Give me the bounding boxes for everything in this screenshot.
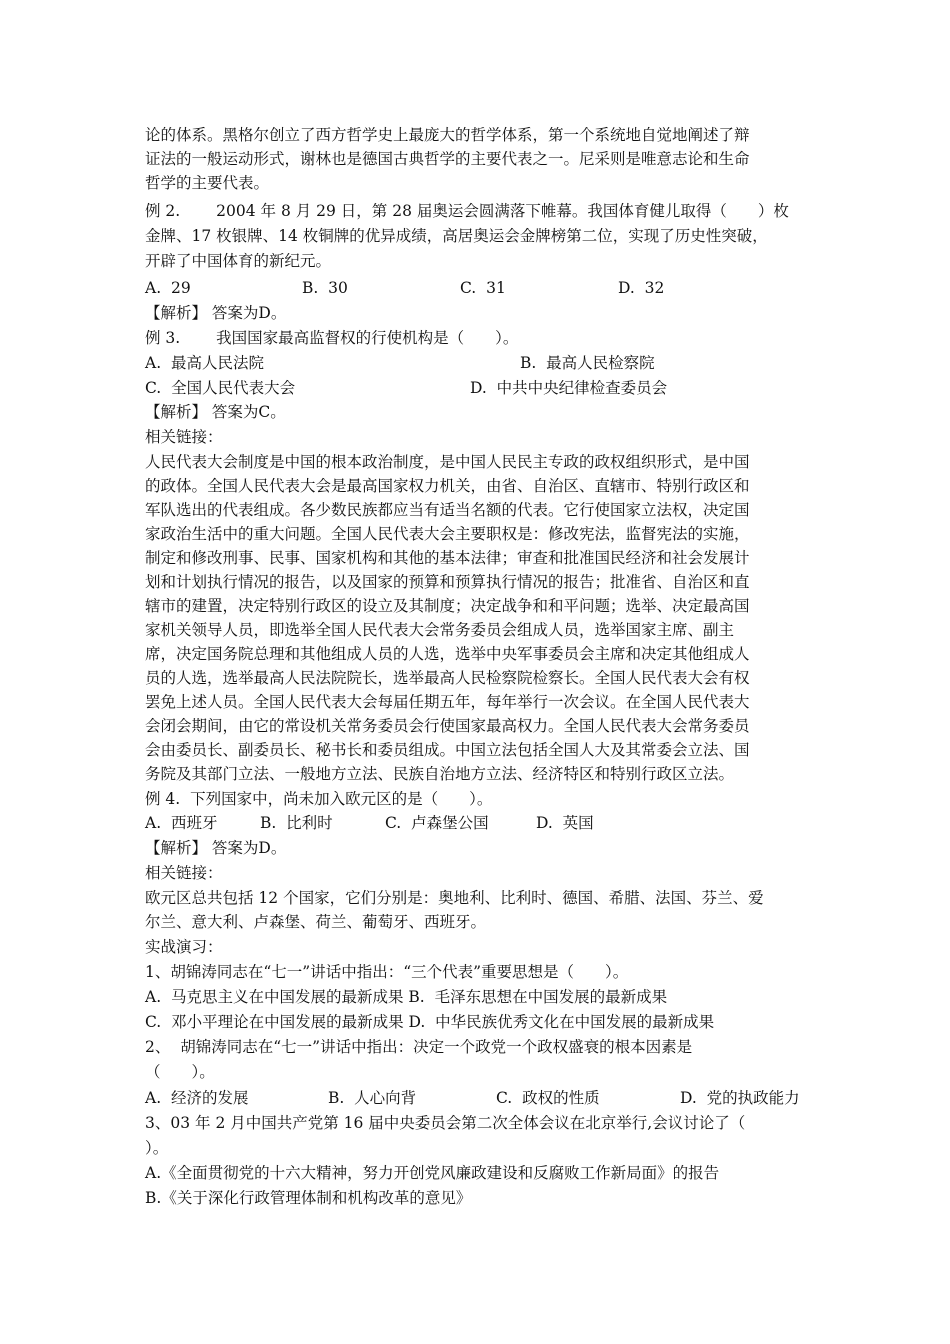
example-2-question: 例 2. 2004 年 8 月 29 日，第 28 届奥运会圆满落下帷幕。我国体育健儿取得（ ）枚 — [145, 202, 789, 220]
example-4-link-label: 相关链接： — [145, 864, 223, 882]
example-2-option-c: C. 31 — [460, 279, 506, 297]
example-3-link-text: 会闭会期间，由它的常设机关常务委员会行使国家最高权力。全国人民代表大会常务委员 — [145, 717, 750, 735]
example-2-answer: 【解析】 答案为D。 — [145, 304, 287, 322]
practice-q2-option-d: D. 党的执政能力 — [680, 1089, 800, 1107]
practice-q2-option-c: C. 政权的性质 — [496, 1089, 600, 1107]
example-2-question: 开辟了中国体育的新纪元。 — [145, 252, 332, 270]
practice-q2-option-a: A. 经济的发展 — [145, 1089, 249, 1107]
example-3-option-d: D. 中共中央纪律检查委员会 — [470, 379, 668, 397]
example-2-option-a: A. 29 — [145, 279, 191, 297]
intro-line: 哲学的主要代表。 — [145, 174, 270, 192]
practice-q1: 1、胡锦涛同志在“七一”讲话中指出：“三个代表”重要思想是（ ）。 — [145, 963, 629, 981]
example-4-option-b: B. 比利时 — [260, 814, 333, 832]
example-4-option-a: A. 西班牙 — [145, 814, 218, 832]
example-2-question: 金牌、17 枚银牌、14 枚铜牌的优异成绩，高居奥运会金牌榜第二位，实现了历史性突破， — [145, 227, 768, 245]
practice-label: 实战演习： — [145, 938, 223, 956]
example-3-link-label: 相关链接： — [145, 428, 223, 446]
practice-q3-option-a: A.《全面贯彻党的十六大精神，努力开创党风廉政建设和反腐败工作新局面》的报告 — [145, 1164, 720, 1182]
example-3-option-b: B. 最高人民检察院 — [520, 354, 655, 372]
practice-q3-option-b: B.《关于深化行政管理体制和机构改革的意见》 — [145, 1189, 472, 1207]
example-4-link-text: 尔兰、意大利、卢森堡、荷兰、葡萄牙、西班牙。 — [145, 913, 487, 931]
example-2-option-b: B. 30 — [302, 279, 348, 297]
example-3-link-text: 会由委员长、副委员长、秘书长和委员组成。中国立法包括全国人大及其常委会立法、国 — [145, 741, 750, 759]
example-3-link-text: 人民代表大会制度是中国的根本政治制度，是中国人民民主专政的政权组织形式，是中国 — [145, 453, 750, 471]
example-3-option-a: A. 最高人民法院 — [145, 354, 264, 372]
example-4-answer: 【解析】 答案为D。 — [145, 839, 287, 857]
practice-q1-options: C. 邓小平理论在中国发展的最新成果 D. 中华民族优秀文化在中国发展的最新成果 — [145, 1013, 715, 1031]
example-3-link-text: 务院及其部门立法、一般地方立法、民族自治地方立法、经济特区和特别行政区立法。 — [145, 765, 735, 783]
example-4-link-text: 欧元区总共包括 12 个国家，它们分别是：奥地利、比利时、德国、希腊、法国、芬兰、爱 — [145, 889, 764, 907]
example-3-link-text: 军队选出的代表组成。各少数民族都应当有适当名额的代表。它行使国家立法权，决定国 — [145, 501, 750, 519]
example-3-link-text: 的政体。全国人民代表大会是最高国家权力机关，由省、自治区、直辖市、特别行政区和 — [145, 477, 750, 495]
practice-q1-options: A. 马克思主义在中国发展的最新成果 B. 毛泽东思想在中国发展的最新成果 — [145, 988, 668, 1006]
example-3-link-text: 席，决定国务院总理和其他组成人员的人选，选举中央军事委员会主席和决定其他组成人 — [145, 645, 750, 663]
example-3-link-text: 员的人选，选举最高人民法院院长，选举最高人民检察院检察长。全国人民代表大会有权 — [145, 669, 750, 687]
practice-q2-option-b: B. 人心向背 — [328, 1089, 417, 1107]
practice-q3: 3、03 年 2 月中国共产党第 16 届中央委员会第二次全体会议在北京举行,会议讨论了（ — [145, 1114, 746, 1132]
example-3-link-text: 划和计划执行情况的报告，以及国家的预算和预算执行情况的报告；批准省、自治区和直 — [145, 573, 750, 591]
example-3-link-text: 家政治生活中的重大问题。全国人民代表大会主要职权是：修改宪法，监督宪法的实施， — [145, 525, 750, 543]
example-3-question: 例 3. 我国国家最高监督权的行使机构是（ ）。 — [145, 329, 519, 347]
practice-q3-cont: ）。 — [145, 1139, 169, 1157]
example-3-option-c: C. 全国人民代表大会 — [145, 379, 296, 397]
example-3-link-text: 辖市的建置，决定特别行政区的设立及其制度；决定战争和和平问题；选举、决定最高国 — [145, 597, 750, 615]
intro-line: 证法的一般运动形式，谢林也是德国古典哲学的主要代表之一。尼采则是唯意志论和生命 — [145, 150, 750, 168]
example-3-answer: 【解析】 答案为C。 — [145, 403, 286, 421]
example-4-option-d: D. 英国 — [536, 814, 594, 832]
example-2-option-d: D. 32 — [618, 279, 665, 297]
practice-q2-cont: （ ）。 — [145, 1063, 215, 1081]
example-4-question: 例 4. 下列国家中，尚未加入欧元区的是（ ）。 — [145, 790, 493, 808]
practice-q2: 2、 胡锦涛同志在“七一”讲话中指出：决定一个政党一个政权盛衰的根本因素是 — [145, 1038, 693, 1056]
example-4-option-c: C. 卢森堡公国 — [385, 814, 489, 832]
example-3-link-text: 制定和修改刑事、民事、国家机构和其他的基本法律；审查和批准国民经济和社会发展计 — [145, 549, 750, 567]
example-3-link-text: 家机关领导人员，即选举全国人民代表大会常务委员会组成人员，选举国家主席、副主 — [145, 621, 735, 639]
intro-line: 论的体系。黑格尔创立了西方哲学史上最庞大的哲学体系，第一个系统地自觉地阐述了辩 — [145, 126, 750, 144]
example-3-link-text: 罢免上述人员。全国人民代表大会每届任期五年，每年举行一次会议。在全国人民代表大 — [145, 693, 750, 711]
